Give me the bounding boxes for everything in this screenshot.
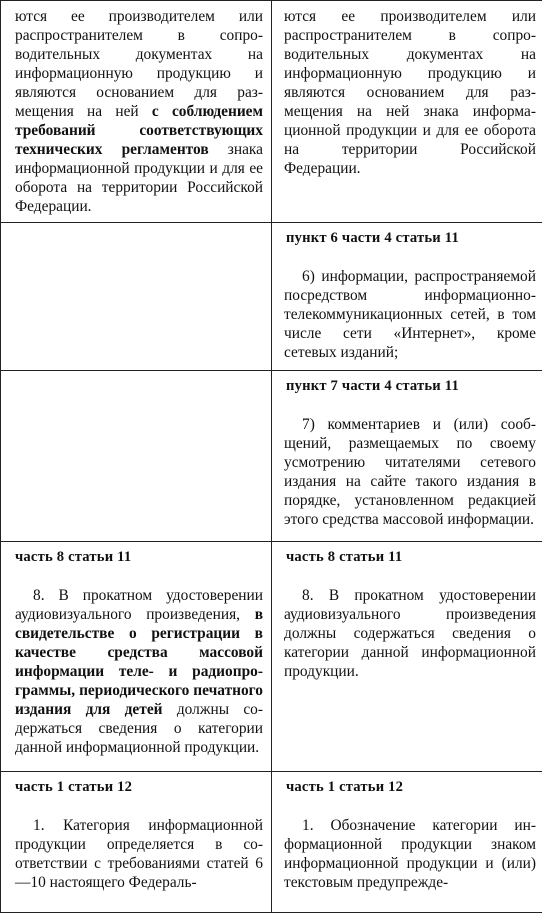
table-row [1, 371, 542, 542]
left-paragraph: ются ее производителем или распространителем в сопроводительных документах на информационную продукцию и являются основанием для размещения на ней с соблюдением требований соответствующих технических регламентов знака информационной продукции и для ее оборота на территории Российской Федерации. [15, 7, 263, 216]
left-cell-empty [1, 371, 272, 542]
left-paragraph: 1. Категория информационной продукции определяется в соответствии с требованиями статей 6—10 настоящего Федераль- [15, 816, 263, 892]
section-heading: пункт 7 части 4 статьи 11 [286, 377, 542, 396]
table-row [1, 223, 542, 371]
table-row [1, 772, 542, 913]
section-heading: пункт 6 части 4 статьи 11 [286, 229, 542, 248]
right-cell [272, 223, 542, 371]
right-paragraph: 8. В прокатном удостоверении аудиовизуального произведения должны содержаться сведения о категории данной информационной продукции. [284, 586, 536, 681]
right-cell [272, 542, 542, 772]
section-heading: часть 8 статьи 11 [286, 548, 542, 567]
section-heading: часть 1 статьи 12 [15, 778, 271, 797]
left-cell [1, 1, 272, 223]
left-cell-empty [1, 223, 272, 371]
bold-insert: в свидетельстве о регистрации в качестве средства массовой информации теле- и радиопрограммы, периодического печатного издания для детей [15, 606, 263, 718]
right-cell [272, 371, 542, 542]
left-cell [1, 772, 272, 913]
table-row [1, 1, 542, 223]
left-paragraph: 8. В прокатном удостоверении аудиовизуального произведения, в свидетельстве о регистрации в качестве средства массовой информации теле- и радиопрограммы, периодического печатного издания для детей должны содержаться сведения о категории данной информационной продукции. [15, 586, 263, 757]
right-paragraph: 7) комментариев и (или) сообщений, размещаемых по своему усмотрению читателями сетевого издания на сайте такого издания в порядке, установленном редакцией этого средства массовой информации. [284, 415, 536, 529]
left-cell [1, 542, 272, 772]
right-cell [272, 772, 542, 913]
right-paragraph: ются ее производителем или распространителем в сопроводительных документах на информационную продукцию и являются основанием для размещения на ней знака информационной продукции и для ее оборота на территории Российской Федерации. [284, 7, 536, 178]
table-row [1, 542, 542, 772]
bold-insert: с соблюдением требований соответствующих технических регламентов [15, 103, 263, 158]
right-paragraph: 6) информации, распространяемой посредством информационно-телекоммуникационных сетей, в том числе сети «Интернет», кроме сетевых изданий; [284, 267, 536, 362]
section-heading: часть 8 статьи 11 [15, 548, 271, 567]
section-heading: часть 1 статьи 12 [286, 778, 542, 797]
right-cell [272, 1, 542, 223]
right-paragraph: 1. Обозначение категории информационной продукции знаком информационной продукции и (или) текстовым предупрежде- [284, 816, 536, 892]
